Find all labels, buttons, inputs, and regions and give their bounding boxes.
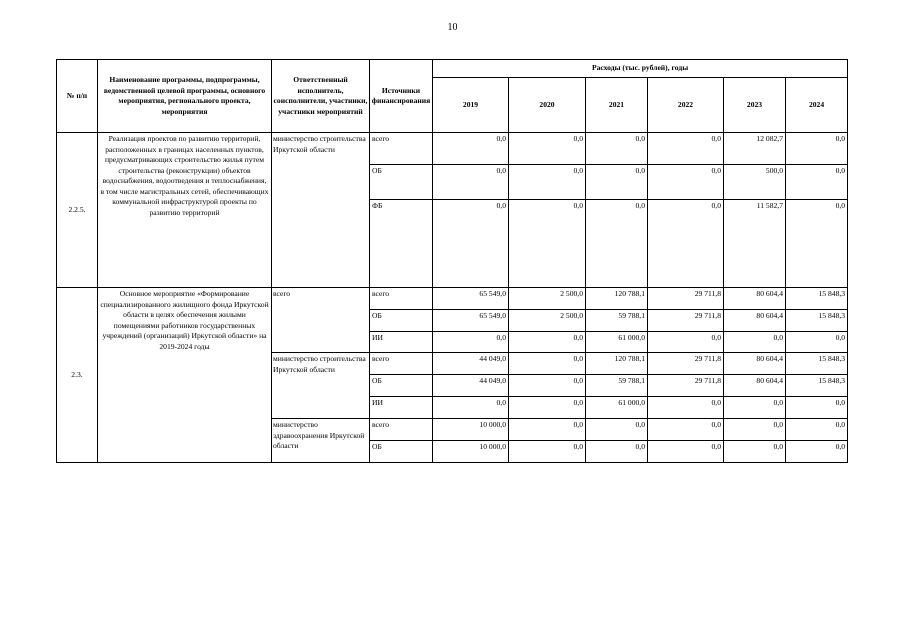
value-cell: 0,0 [786,397,848,419]
value-cell: 44 049,0 [433,375,509,397]
value-cell: 0,0 [648,419,724,441]
value-cell: 61 000,0 [586,397,648,419]
header-year: 2021 [586,78,648,133]
value-cell: 0,0 [648,200,724,288]
value-cell: 15 848,3 [786,375,848,397]
value-cell: 0,0 [786,133,848,165]
value-cell: 15 848,3 [786,288,848,310]
value-cell: 0,0 [786,332,848,353]
value-cell: 0,0 [433,332,509,353]
value-cell: 0,0 [509,332,586,353]
responsible-party: министерство строительства Иркутской области [272,353,370,419]
row-number: 2.3. [57,288,98,463]
header-num: № п/п [57,60,98,133]
value-cell: 29 711,8 [648,375,724,397]
header-expenses: Расходы (тыс. рублей), годы [433,60,848,78]
funding-source: ОБ [370,165,433,200]
funding-source: ОБ [370,310,433,332]
value-cell: 0,0 [586,441,648,463]
funding-source: всего [370,419,433,441]
header-year: 2020 [509,78,586,133]
funding-source: всего [370,353,433,375]
header-responsible: Ответственный исполнитель, соисполнители, участники, участники мероприятий [272,60,370,133]
value-cell: 120 788,1 [586,353,648,375]
value-cell: 0,0 [586,200,648,288]
value-cell: 0,0 [509,200,586,288]
value-cell: 11 582,7 [724,200,786,288]
header-year: 2024 [786,78,848,133]
value-cell: 0,0 [786,200,848,288]
value-cell: 0,0 [648,133,724,165]
value-cell: 0,0 [433,200,509,288]
value-cell: 0,0 [433,165,509,200]
value-cell: 0,0 [724,397,786,419]
responsible-party: министерство здравоохранения Иркутской области [272,419,370,463]
value-cell: 29 711,8 [648,353,724,375]
value-cell: 500,0 [724,165,786,200]
value-cell: 0,0 [648,332,724,353]
value-cell: 80 604,4 [724,375,786,397]
value-cell: 0,0 [648,165,724,200]
value-cell: 2 500,0 [509,310,586,332]
measure-name: Реализация проектов по развитию территорий, расположенных в границах населенных пунктов, предусматривающих строительство жилья путем строительства (реконструкции) объектов водоснабжения, водоотведения и теплоснабжения, в том числе магистральных сетей, обеспечивающих коммунальной инфраструктурой проекты по развитию территорий [98,133,272,288]
value-cell: 59 788,1 [586,375,648,397]
value-cell: 10 000,0 [433,441,509,463]
header-year: 2023 [724,78,786,133]
value-cell: 0,0 [786,165,848,200]
value-cell: 0,0 [786,441,848,463]
responsible-party: министерство строительства Иркутской области [272,133,370,288]
value-cell: 2 500,0 [509,288,586,310]
funding-source: всего [370,288,433,310]
value-cell: 0,0 [433,133,509,165]
value-cell: 61 000,0 [586,332,648,353]
value-cell: 0,0 [586,419,648,441]
value-cell: 0,0 [786,419,848,441]
value-cell: 29 711,8 [648,310,724,332]
value-cell: 0,0 [509,165,586,200]
funding-source: ИИ [370,397,433,419]
value-cell: 0,0 [509,375,586,397]
funding-source: ИИ [370,332,433,353]
value-cell: 15 848,3 [786,353,848,375]
value-cell: 0,0 [648,441,724,463]
measure-name: Основное мероприятие «Формирование специализированного жилищного фонда Иркутской области в целях обеспечения жилыми помещениями работников государственных учреждений (организаций) Иркутской области» на 2019-2024 годы [98,288,272,463]
value-cell: 80 604,4 [724,353,786,375]
value-cell: 65 549,0 [433,310,509,332]
funding-source: ФБ [370,200,433,288]
header-year: 2019 [433,78,509,133]
funding-source: ОБ [370,375,433,397]
value-cell: 0,0 [648,397,724,419]
funding-source: ОБ [370,441,433,463]
header-name: Наименование программы, подпрограммы, ведомственной целевой программы, основного мероприятия, регионального проекта, мероприятия [98,60,272,133]
value-cell: 120 788,1 [586,288,648,310]
value-cell: 44 049,0 [433,353,509,375]
value-cell: 10 000,0 [433,419,509,441]
value-cell: 0,0 [724,419,786,441]
value-cell: 12 082,7 [724,133,786,165]
table-row [57,133,848,165]
value-cell: 0,0 [586,133,648,165]
header-source: Источники финансирования [370,60,433,133]
value-cell: 0,0 [586,165,648,200]
page-number: 10 [447,22,458,33]
row-number: 2.2.5. [57,133,98,288]
value-cell: 0,0 [509,441,586,463]
responsible-party: всего [272,288,370,353]
value-cell: 29 711,8 [648,288,724,310]
value-cell: 0,0 [509,133,586,165]
budget-table [56,59,848,463]
value-cell: 65 549,0 [433,288,509,310]
value-cell: 0,0 [509,353,586,375]
value-cell: 59 788,1 [586,310,648,332]
funding-source: всего [370,133,433,165]
table-row [57,288,848,310]
value-cell: 80 604,4 [724,288,786,310]
value-cell: 0,0 [509,419,586,441]
value-cell: 0,0 [724,441,786,463]
value-cell: 15 848,3 [786,310,848,332]
value-cell: 0,0 [433,397,509,419]
value-cell: 0,0 [724,332,786,353]
value-cell: 0,0 [509,397,586,419]
header-year: 2022 [648,78,724,133]
value-cell: 80 604,4 [724,310,786,332]
